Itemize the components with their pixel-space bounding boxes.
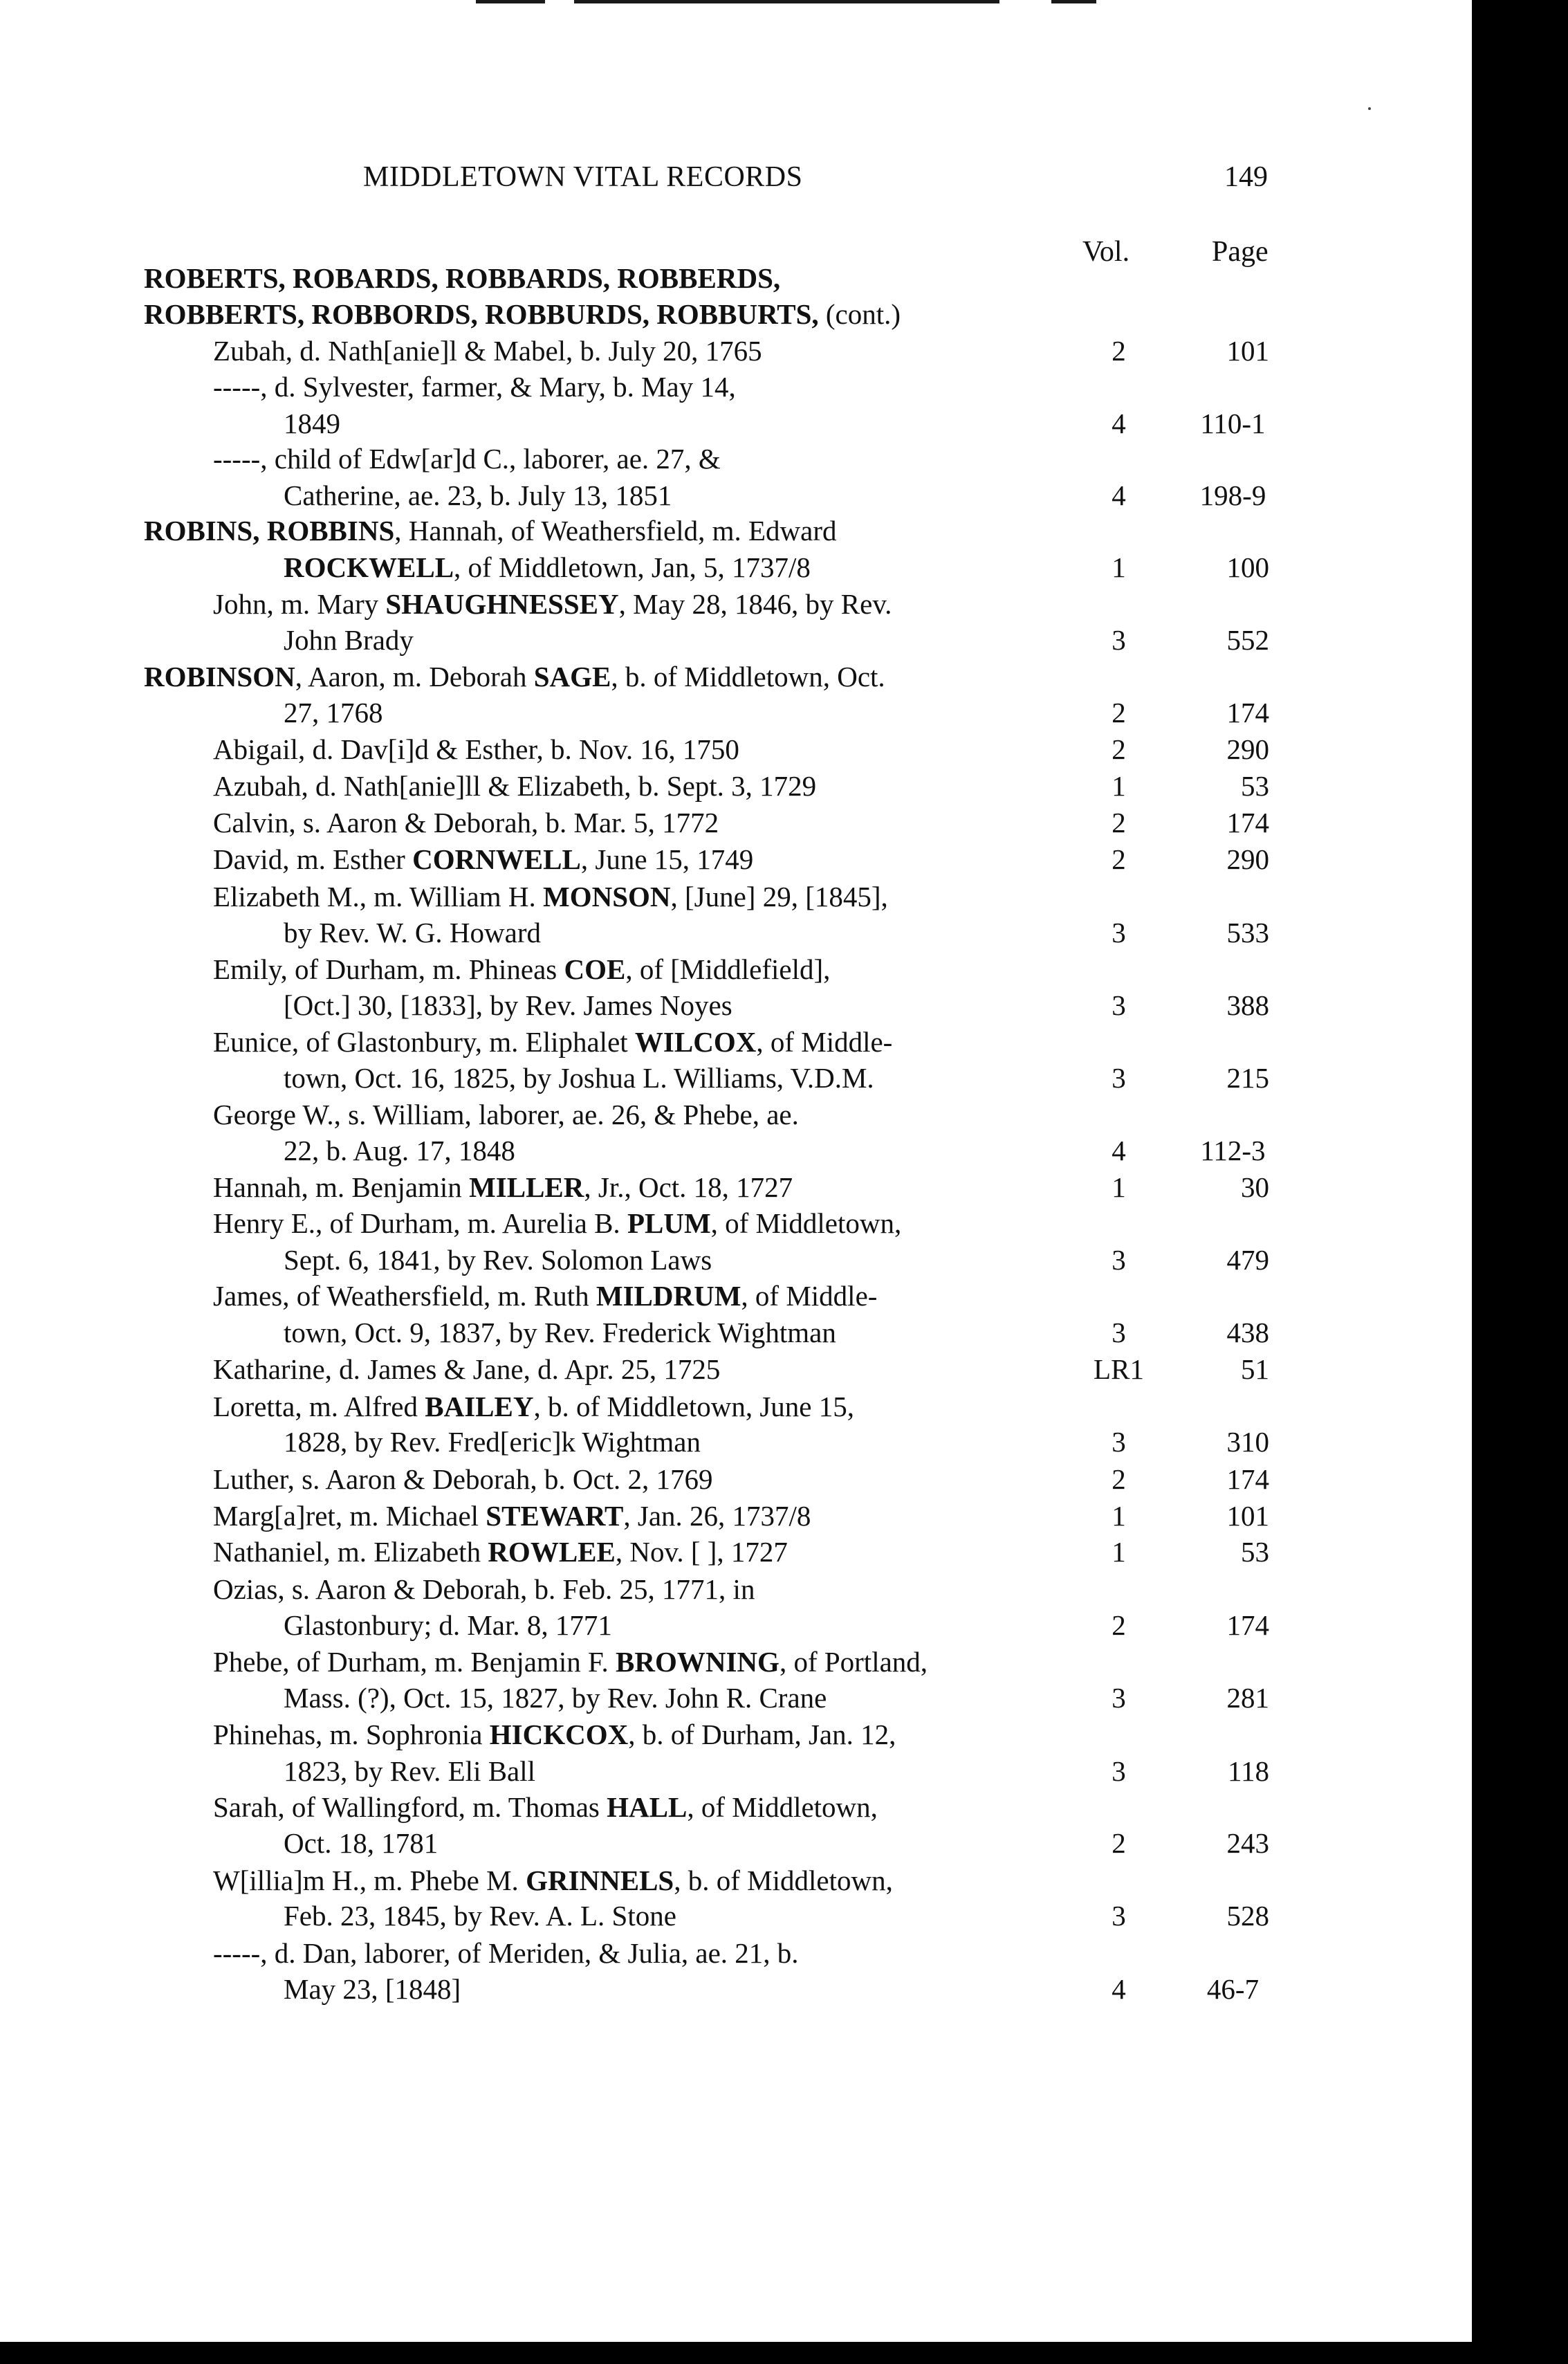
page-reference: 215: [1226, 1062, 1269, 1094]
column-header-vol: Vol.: [1082, 236, 1130, 268]
record-line: [0, 879, 1472, 915]
record-line: [0, 915, 1472, 951]
record-line: [0, 1461, 1472, 1498]
entry-text: Ozias, s. Aaron & Deborah, b. Feb. 25, 1771, in: [213, 1573, 755, 1605]
record-line: [0, 369, 1472, 405]
surname: HICKCOX: [489, 1719, 629, 1750]
record-text: [213, 1278, 877, 1314]
record-text: [284, 987, 732, 1024]
entry-text: , of Middletown,: [687, 1791, 878, 1823]
entry-text: , [June] 29, [1845],: [670, 881, 888, 913]
volume-number: 3: [1112, 917, 1126, 949]
entry-text: , Jan. 26, 1737/8: [623, 1500, 811, 1532]
surname: GRINNELS: [526, 1864, 674, 1896]
surname: CORNWELL: [412, 843, 581, 875]
record-line: [0, 586, 1472, 623]
record-line: [0, 513, 1472, 549]
entry-text: Oct. 18, 1781: [284, 1827, 439, 1859]
entry-text: Marg[a]ret, m. Michael: [213, 1500, 486, 1532]
entry-text: Eunice, of Glastonbury, m. Eliphalet: [213, 1026, 635, 1058]
record-line: [0, 1498, 1472, 1534]
surname: ROBERTS, ROBARDS, ROBBARDS, ROBBERDS,: [144, 262, 781, 294]
record-line: [0, 1571, 1472, 1608]
entry-text: George W., s. William, laborer, ae. 26, & Phebe, ae.: [213, 1099, 799, 1130]
surname: ROBINSON: [144, 661, 295, 693]
entry-text: (cont.): [818, 298, 901, 330]
record-line: [0, 731, 1472, 768]
entry-text: , Hannah, of Weathersfield, m. Edward: [394, 515, 837, 547]
entry-text: 1823, by Rev. Eli Ball: [284, 1755, 536, 1787]
entry-text: David, m. Esther: [213, 843, 413, 875]
record-text: [284, 695, 383, 731]
volume-number: 2: [1112, 733, 1126, 765]
page-reference: 53: [1241, 1536, 1269, 1568]
entry-text: 27, 1768: [284, 697, 383, 729]
surname: SAGE: [533, 661, 611, 693]
record-line: [0, 1534, 1472, 1570]
record-text: [284, 549, 811, 586]
entry-text: Henry E., of Durham, m. Aurelia B.: [213, 1207, 627, 1239]
volume-number: 3: [1112, 1062, 1126, 1094]
page-reference: 533: [1226, 917, 1269, 949]
record-line: [0, 1242, 1472, 1279]
entry-text: , Nov. [ ], 1727: [615, 1536, 788, 1568]
page-reference: 438: [1226, 1317, 1269, 1348]
entry-text: , b. of Middletown, Oct.: [611, 661, 885, 693]
entry-text: , of [Middlefield],: [625, 953, 831, 985]
entry-text: 1828, by Rev. Fred[eric]k Wightman: [284, 1426, 701, 1458]
scan-edge-mark: [1051, 0, 1096, 3]
record-line: [0, 659, 1472, 695]
entry-text: [Oct.] 30, [1833], by Rev. James Noyes: [284, 989, 732, 1021]
record-text: [213, 369, 736, 405]
record-text: [284, 1242, 712, 1279]
record-line: [0, 1825, 1472, 1862]
surname: COE: [564, 953, 626, 985]
entry-text: town, Oct. 16, 1825, by Joshua L. Williams, V.D.M.: [284, 1062, 874, 1094]
page-number: 149: [1224, 161, 1268, 193]
volume-number: 4: [1112, 407, 1126, 439]
entry-text: Zubah, d. Nath[anie]l & Mabel, b. July 20, 1765: [213, 335, 762, 367]
entry-text: Nathaniel, m. Elizabeth: [213, 1536, 488, 1568]
page-reference: 30: [1241, 1171, 1269, 1203]
entry-text: Feb. 23, 1845, by Rev. A. L. Stone: [284, 1900, 676, 1932]
record-line: [0, 1351, 1472, 1388]
entry-text: , Jr., Oct. 18, 1727: [584, 1171, 793, 1203]
entry-text: by Rev. W. G. Howard: [284, 917, 542, 949]
entry-text: Sarah, of Wallingford, m. Thomas: [213, 1791, 607, 1823]
entry-text: Hannah, m. Benjamin: [213, 1171, 470, 1203]
record-text: [213, 1205, 901, 1242]
record-text: [284, 405, 340, 442]
page-reference: 101: [1226, 335, 1269, 367]
record-text: [213, 731, 739, 768]
entry-text: , of Middletown, Jan, 5, 1737/8: [454, 551, 811, 583]
page-reference: 198-9: [1199, 479, 1266, 511]
record-text: [213, 1389, 854, 1425]
record-line: [0, 1278, 1472, 1314]
surname: MONSON: [543, 881, 671, 913]
page-reference: 174: [1226, 1463, 1269, 1495]
record-text: [213, 1534, 788, 1570]
entry-text: W[illia]m H., m. Phebe M.: [213, 1864, 526, 1896]
volume-number: 2: [1112, 1463, 1126, 1495]
record-text: [213, 841, 753, 878]
volume-number: 1: [1112, 1171, 1126, 1203]
record-text: [213, 1024, 892, 1061]
volume-number: 1: [1112, 770, 1126, 802]
entry-text: May 23, [1848]: [284, 1973, 461, 2005]
record-line: [0, 1935, 1472, 1972]
record-text: [284, 1424, 701, 1460]
record-line: [0, 1753, 1472, 1790]
record-text: [213, 441, 721, 477]
record-line: [0, 1680, 1472, 1716]
entry-text: Azubah, d. Nath[anie]ll & Elizabeth, b. Sept. 3, 1729: [213, 770, 817, 802]
record-line: [0, 805, 1472, 841]
entry-text: James, of Weathersfield, m. Ruth: [213, 1280, 596, 1312]
entry-text: , b. of Middletown,: [674, 1864, 893, 1896]
record-line: [0, 477, 1472, 514]
record-text: [213, 1498, 811, 1534]
record-line: [0, 296, 1472, 333]
record-text: [213, 1935, 799, 1972]
record-text: [213, 879, 888, 915]
record-line: [0, 1424, 1472, 1460]
entry-text: Calvin, s. Aaron & Deborah, b. Mar. 5, 1772: [213, 807, 719, 839]
entry-text: , of Middle-: [756, 1026, 893, 1058]
volume-number: 3: [1112, 1426, 1126, 1458]
record-text: [213, 1716, 896, 1753]
volume-number: 2: [1112, 335, 1126, 367]
volume-number: 1: [1112, 1536, 1126, 1568]
record-text: [213, 1461, 713, 1498]
page-reference: 310: [1226, 1426, 1269, 1458]
volume-number: 3: [1112, 1900, 1126, 1932]
record-text: [284, 1753, 535, 1790]
surname: SHAUGHNESSEY: [385, 588, 619, 620]
entry-text: , May 28, 1846, by Rev.: [618, 588, 892, 620]
page-reference: 290: [1226, 843, 1269, 875]
record-text: [213, 1789, 878, 1826]
page-reference: 290: [1226, 733, 1269, 765]
volume-number: 2: [1112, 1609, 1126, 1641]
surname: MILDRUM: [596, 1280, 741, 1312]
record-line: [0, 1607, 1472, 1644]
page-reference: 112-3: [1200, 1135, 1266, 1166]
record-text: [284, 477, 672, 514]
entry-text: Sept. 6, 1841, by Rev. Solomon Laws: [284, 1244, 712, 1276]
entry-text: Loretta, m. Alfred: [213, 1391, 425, 1422]
entry-text: , b. of Durham, Jan. 12,: [628, 1719, 896, 1750]
record-line: [0, 549, 1472, 586]
record-text: [284, 915, 541, 951]
record-line: [0, 1789, 1472, 1826]
record-line: [0, 1898, 1472, 1934]
page-reference: 281: [1226, 1682, 1269, 1714]
page-reference: 174: [1226, 697, 1269, 729]
entry-text: , of Middle-: [741, 1280, 878, 1312]
column-header-page: Page: [1212, 236, 1269, 268]
page-reference: 46-7: [1206, 1973, 1260, 2005]
surname: ROCKWELL: [284, 551, 454, 583]
entry-text: -----, d. Dan, laborer, of Meriden, & Julia, ae. 21, b.: [213, 1937, 799, 1969]
record-text: [213, 1644, 928, 1680]
surname: BROWNING: [616, 1646, 780, 1678]
record-line: [0, 951, 1472, 988]
record-line: [0, 768, 1472, 805]
entry-text: 1849: [284, 407, 340, 439]
surname: ROWLEE: [488, 1536, 616, 1568]
volume-number: LR1: [1094, 1353, 1144, 1385]
volume-number: 4: [1112, 1973, 1126, 2005]
record-line: [0, 1862, 1472, 1899]
page-reference: 100: [1226, 551, 1269, 583]
record-line: [0, 987, 1472, 1024]
record-line: [0, 1060, 1472, 1097]
record-line: [0, 622, 1472, 659]
entry-text: , b. of Middletown, June 15,: [533, 1391, 854, 1422]
page-reference: 479: [1226, 1244, 1269, 1276]
record-text: [284, 1607, 612, 1644]
scan-edge-mark: [476, 0, 545, 3]
record-line: [0, 1971, 1472, 2008]
record-text: [144, 513, 837, 549]
entry-text: Phebe, of Durham, m. Benjamin F.: [213, 1646, 616, 1678]
volume-number: 2: [1112, 843, 1126, 875]
record-text: [213, 951, 830, 988]
entry-text: Catherine, ae. 23, b. July 13, 1851: [284, 479, 672, 511]
page-reference: 388: [1226, 989, 1269, 1021]
record-line: [0, 1716, 1472, 1753]
entry-text: Emily, of Durham, m. Phineas: [213, 953, 564, 985]
surname: HALL: [607, 1791, 688, 1823]
entry-text: -----, d. Sylvester, farmer, & Mary, b. May 14,: [213, 371, 736, 403]
surname: STEWART: [486, 1500, 624, 1532]
surname: WILCOX: [634, 1026, 757, 1058]
scan-edge-mark: [574, 0, 999, 3]
scan-speck: [1368, 107, 1371, 110]
page-reference: 243: [1226, 1827, 1269, 1859]
entry-text: Katharine, d. James & Jane, d. Apr. 25, 1725: [213, 1353, 721, 1385]
record-line: [0, 1097, 1472, 1133]
record-text: [213, 768, 816, 805]
entry-text: 22, b. Aug. 17, 1848: [284, 1135, 515, 1166]
page-reference: 118: [1228, 1755, 1269, 1787]
record-line: [0, 1389, 1472, 1425]
volume-number: 2: [1112, 697, 1126, 729]
volume-number: 3: [1112, 1244, 1126, 1276]
volume-number: 3: [1112, 1755, 1126, 1787]
record-line: [0, 405, 1472, 442]
record-text: [213, 1571, 755, 1608]
entry-text: John Brady: [284, 624, 414, 656]
volume-number: 1: [1112, 551, 1126, 583]
record-text: [213, 1351, 720, 1388]
record-text: [284, 1680, 827, 1716]
volume-number: 2: [1112, 807, 1126, 839]
entry-text: Elizabeth M., m. William H.: [213, 881, 543, 913]
page-reference: 101: [1226, 1500, 1269, 1532]
volume-number: 1: [1112, 1500, 1126, 1532]
record-text: [213, 1169, 793, 1206]
entry-text: Abigail, d. Dav[i]d & Esther, b. Nov. 16, 1750: [213, 733, 739, 765]
record-line: [0, 1644, 1472, 1680]
entry-text: , Aaron, m. Deborah: [295, 661, 534, 693]
entry-text: John, m. Mary: [213, 588, 386, 620]
record-text: [284, 1825, 438, 1862]
record-line: [0, 1314, 1472, 1351]
record-text: [144, 296, 901, 333]
page-reference: 53: [1241, 770, 1269, 802]
record-text: [284, 1133, 515, 1169]
record-text: [284, 1314, 836, 1351]
surname: ROBBERTS, ROBBORDS, ROBBURDS, ROBBURTS,: [144, 298, 819, 330]
record-text: [213, 805, 719, 841]
record-text: [213, 333, 762, 369]
record-text: [284, 1898, 676, 1934]
volume-number: 3: [1112, 1682, 1126, 1714]
record-text: [213, 1097, 799, 1133]
entry-text: town, Oct. 9, 1837, by Rev. Frederick Wightman: [284, 1317, 836, 1348]
surname: BAILEY: [425, 1391, 534, 1422]
entry-text: Luther, s. Aaron & Deborah, b. Oct. 2, 1769: [213, 1463, 713, 1495]
record-text: [144, 260, 780, 297]
volume-number: 3: [1112, 624, 1126, 656]
record-line: [0, 333, 1472, 369]
record-line: [0, 695, 1472, 731]
record-line: [0, 441, 1472, 477]
record-line: [0, 260, 1472, 297]
entry-text: , June 15, 1749: [580, 843, 754, 875]
record-line: [0, 1024, 1472, 1061]
volume-number: 3: [1112, 989, 1126, 1021]
record-text: [284, 1971, 461, 2008]
volume-number: 2: [1112, 1827, 1126, 1859]
record-text: [213, 1862, 893, 1899]
record-text: [284, 1060, 874, 1097]
entry-text: , of Middletown,: [710, 1207, 902, 1239]
entry-text: , of Portland,: [779, 1646, 928, 1678]
page-reference: 174: [1226, 1609, 1269, 1641]
surname: MILLER: [469, 1171, 584, 1203]
entry-text: Mass. (?), Oct. 15, 1827, by Rev. John R. Crane: [284, 1682, 827, 1714]
record-line: [0, 1133, 1472, 1169]
surname: ROBINS, ROBBINS: [144, 515, 395, 547]
record-line: [0, 1205, 1472, 1242]
volume-number: 3: [1112, 1317, 1126, 1348]
volume-number: 4: [1112, 1135, 1126, 1166]
running-header: MIDDLETOWN VITAL RECORDS: [363, 161, 803, 193]
volume-number: 4: [1112, 479, 1126, 511]
page-reference: 110-1: [1200, 407, 1266, 439]
page-reference: 174: [1226, 807, 1269, 839]
record-line: [0, 1169, 1472, 1206]
page-reference: 528: [1226, 1900, 1269, 1932]
surname: PLUM: [627, 1207, 711, 1239]
entry-text: Phinehas, m. Sophronia: [213, 1719, 490, 1750]
record-text: [213, 586, 892, 623]
entry-text: -----, child of Edw[ar]d C., laborer, ae. 27, &: [213, 443, 721, 475]
entry-text: Glastonbury; d. Mar. 8, 1771: [284, 1609, 612, 1641]
page-reference: 552: [1226, 624, 1269, 656]
record-text: [144, 659, 885, 695]
record-line: [0, 841, 1472, 878]
record-text: [284, 622, 414, 659]
page-reference: 51: [1241, 1353, 1269, 1385]
